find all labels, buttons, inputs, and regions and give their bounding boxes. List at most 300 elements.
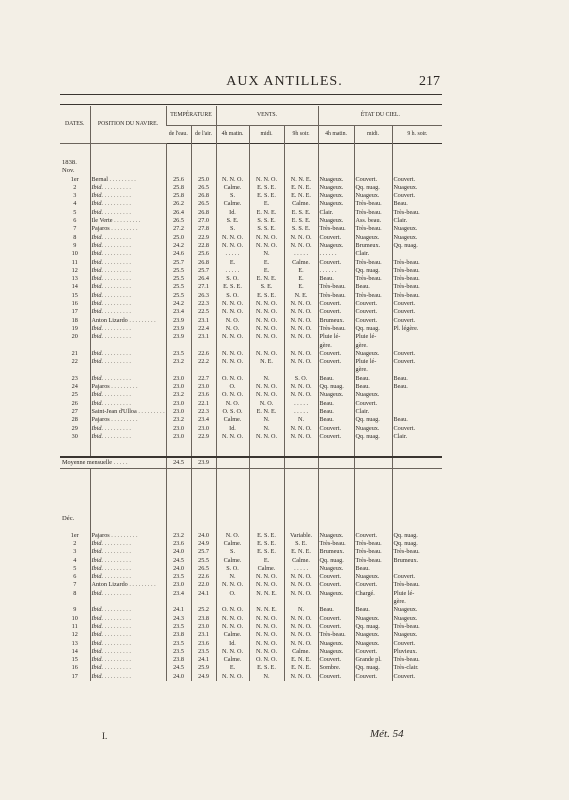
date-cell: 26 xyxy=(71,399,78,407)
wind-noon-cell: N. N. O. xyxy=(249,573,284,581)
sky-noon-cell: Clair. xyxy=(354,408,392,416)
temp-air-cell xyxy=(191,342,216,350)
sky-evening-cell: Très-beau. xyxy=(392,656,442,664)
wind-morning-cell: Id. xyxy=(216,209,249,217)
position-cell: Saint-Jean d'Ulloa . . . . . . . . . xyxy=(91,407,165,415)
position-name: Ibid. xyxy=(91,573,104,581)
temp-water-cell: 23.2 xyxy=(166,416,191,424)
running-title: AUX ANTILLES. xyxy=(226,74,343,89)
sky-morning-cell: Brumeux. xyxy=(318,317,354,325)
position-cell: Ibid. . . . . . . . . . xyxy=(90,400,166,408)
date-cell: 17 xyxy=(71,672,78,680)
wind-evening-cell: Calme. xyxy=(284,200,318,208)
temp-water-cell: 24.0 xyxy=(166,565,191,573)
sky-morning-cell: gère. xyxy=(318,342,354,350)
temp-air-cell: 22.3 xyxy=(191,408,216,416)
temp-water-cell: 25.8 xyxy=(166,184,191,192)
sky-morning-cell: Beau. xyxy=(318,416,354,424)
wind-evening-cell: N. N. O. xyxy=(284,391,318,399)
position-name: Ibid. xyxy=(91,291,104,299)
table-row xyxy=(60,192,442,200)
table-row xyxy=(60,333,442,341)
wind-evening-cell: N. N. O. xyxy=(284,234,318,242)
wind-evening-cell: E. N. E. xyxy=(284,548,318,556)
date-cell: 11 xyxy=(71,258,78,266)
wind-noon-cell: N. N. O. xyxy=(249,234,284,242)
wind-morning-cell: O. xyxy=(216,590,249,598)
wind-evening-cell: N. xyxy=(284,606,318,614)
position-name: Ibid. xyxy=(91,432,104,440)
position-name: Ibid. xyxy=(91,548,104,556)
sky-evening-cell: Qq. nuag. xyxy=(392,242,442,250)
date-cell xyxy=(60,366,90,374)
temp-air-cell: 23.0 xyxy=(191,623,216,631)
date-cell: 22 xyxy=(71,358,78,366)
wind-evening-cell xyxy=(284,342,318,350)
sky-evening-cell: Très-beau. xyxy=(392,581,442,589)
position-cell: Ibid. . . . . . . . . . xyxy=(90,308,166,316)
temp-air-cell: 25.7 xyxy=(191,548,216,556)
position-name: Ibid. xyxy=(91,539,104,547)
sky-evening-cell: Pluvieux. xyxy=(392,648,442,656)
wind-noon-cell: N. N. E. xyxy=(249,590,284,598)
position-cell: Ibid. . . . . . . . . . xyxy=(90,300,166,308)
temp-air-cell: 27.1 xyxy=(191,283,216,291)
position-cell: Ibid. . . . . . . . . . xyxy=(90,209,166,217)
table-row xyxy=(60,383,442,391)
wind-noon-cell: N. xyxy=(249,673,284,681)
wind-noon-cell xyxy=(249,598,284,606)
position-name: Ile Verte xyxy=(91,217,113,225)
wind-morning-cell: . . . . . xyxy=(216,267,249,275)
position-cell: Pajaros . . . . . . . . . xyxy=(90,383,166,391)
date-cell xyxy=(60,598,90,606)
sky-morning-cell: Nuageux. xyxy=(318,242,354,250)
position-cell: Ibid. . . . . . . . . . xyxy=(90,557,166,565)
sky-evening-cell: Très-beau. xyxy=(392,259,442,267)
position-cell xyxy=(90,366,166,374)
sky-noon-cell: Beau. xyxy=(354,283,392,291)
wind-evening-cell: N. N. E. xyxy=(284,176,318,184)
temp-water-cell: 25.0 xyxy=(166,234,191,242)
sky-morning-cell: Beau. xyxy=(318,408,354,416)
date-cell: 4 xyxy=(73,200,77,208)
temp-air-cell: 23.0 xyxy=(191,425,216,433)
position-cell: Ibid. . . . . . . . . . xyxy=(90,275,166,283)
wind-morning-cell: Calme. xyxy=(216,540,249,548)
position-cell: Ibid. . . . . . . . . . xyxy=(90,673,166,681)
position-cell: Ile Verte . . . . . . . . . xyxy=(90,217,166,225)
sky-morning-cell: Nuageux. xyxy=(318,565,354,573)
wind-noon-cell: N. N. E. xyxy=(249,606,284,614)
temp-air-cell: 22.9 xyxy=(191,433,216,441)
wind-evening-cell: N. N. O. xyxy=(284,333,318,341)
temp-air-cell: 26.5 xyxy=(191,200,216,208)
temp-air-cell: 23.5 xyxy=(191,648,216,656)
wind-noon-cell: O. N. O. xyxy=(249,656,284,664)
table-row xyxy=(60,176,442,184)
temp-water-cell: 24.5 xyxy=(166,664,191,672)
wind-morning-cell: N. N. O. xyxy=(216,615,249,623)
sky-morning-cell: Beau. xyxy=(318,375,354,383)
date-cell: 12 xyxy=(71,631,78,639)
temp-water-cell: 23.0 xyxy=(166,400,191,408)
position-cell: Ibid. . . . . . . . . . xyxy=(90,200,166,208)
position-name: Ibid. xyxy=(91,647,104,655)
sky-morning-cell: . . . . . . xyxy=(318,250,354,258)
sky-noon-cell: Pluie lé- xyxy=(354,358,392,366)
wind-evening-cell: N. N. O. xyxy=(284,300,318,308)
sky-noon-cell: Très-beau. xyxy=(354,548,392,556)
table-header xyxy=(60,106,442,144)
temp-air-cell: 25.9 xyxy=(191,664,216,672)
sky-evening-cell: Pluie lé- xyxy=(392,590,442,598)
wind-morning-cell: E. S. E. xyxy=(216,283,249,291)
table-row xyxy=(60,200,442,208)
date-cell: 14 xyxy=(71,647,78,655)
table-row xyxy=(60,548,442,556)
date-cell: 1er xyxy=(70,531,79,539)
date-cell: 11 xyxy=(71,622,78,630)
sky-noon-cell: Très-beau. xyxy=(354,275,392,283)
header-vent-matin: 4h matin. xyxy=(216,126,249,144)
sky-noon-cell: Beau. xyxy=(354,565,392,573)
temp-water-cell: 25.5 xyxy=(166,292,191,300)
sky-evening-cell: Très-beau. xyxy=(392,267,442,275)
position-cell: Ibid. . . . . . . . . . xyxy=(90,631,166,639)
wind-evening-cell: E. S. E. xyxy=(284,209,318,217)
temp-air-cell: 26.5 xyxy=(191,565,216,573)
table-row xyxy=(60,342,442,350)
position-cell: Ibid. . . . . . . . . . xyxy=(90,623,166,631)
wind-noon-cell: N. N. O. xyxy=(249,383,284,391)
wind-evening-cell: S. S. E. xyxy=(284,225,318,233)
wind-morning-cell: Calme. xyxy=(216,656,249,664)
wind-evening-cell: N. N. O. xyxy=(284,573,318,581)
table-row xyxy=(60,300,442,308)
temp-water-cell: 26.2 xyxy=(166,200,191,208)
header-ciel-matin: 4h matin. xyxy=(318,126,354,144)
temp-air-cell: 22.0 xyxy=(191,581,216,589)
table-row xyxy=(60,242,442,250)
date-cell: 8 xyxy=(73,589,77,597)
wind-noon-cell: N. E. xyxy=(249,358,284,366)
position-name: Ibid. xyxy=(91,266,104,274)
header-dates: DATES. xyxy=(60,106,90,144)
wind-noon-cell: N. N. O. xyxy=(249,640,284,648)
position-name: Ibid. xyxy=(91,283,104,291)
sky-noon-cell: Pluie lé- xyxy=(354,333,392,341)
position-name: Ibid. xyxy=(91,664,104,672)
temp-air-cell: 24.1 xyxy=(191,656,216,664)
temp-water-cell: 25.7 xyxy=(166,259,191,267)
sky-noon-cell: Couvert. xyxy=(354,308,392,316)
sky-morning-cell: . . . . . . xyxy=(318,267,354,275)
position-name: Ibid. xyxy=(91,358,104,366)
date-cell: 4 xyxy=(73,556,77,564)
wind-noon-cell: E. S. E. xyxy=(249,192,284,200)
temp-water-cell: 23.4 xyxy=(166,590,191,598)
wind-morning-cell: N. N. O. xyxy=(216,433,249,441)
sky-evening-cell: Nuageux. xyxy=(392,234,442,242)
sky-evening-cell xyxy=(392,400,442,408)
wind-evening-cell xyxy=(284,366,318,374)
page-number: 217 xyxy=(419,74,440,89)
date-cell: 10 xyxy=(71,614,78,622)
date-cell: 5 xyxy=(73,208,77,216)
sky-evening-cell xyxy=(392,342,442,350)
date-cell: 9 xyxy=(73,606,77,614)
sky-evening-cell: Très-beau. xyxy=(392,209,442,217)
position-name: Ibid. xyxy=(91,374,104,382)
sky-morning-cell: Pluie lé- xyxy=(318,333,354,341)
wind-morning-cell: O. xyxy=(216,383,249,391)
temp-air-cell: 23.6 xyxy=(191,640,216,648)
wind-evening-cell: N. N. O. xyxy=(284,317,318,325)
wind-evening-cell: N. N. O. xyxy=(284,325,318,333)
wind-evening-cell: N. N. O. xyxy=(284,242,318,250)
wind-morning-cell: S. O. xyxy=(216,292,249,300)
sky-noon-cell: Très-beau. xyxy=(354,225,392,233)
date-cell: 20 xyxy=(71,333,78,341)
wind-morning-cell: N. O. xyxy=(216,400,249,408)
sky-evening-cell: Couvert. xyxy=(392,350,442,358)
table-row xyxy=(60,391,442,399)
sky-noon-cell: Beau. xyxy=(354,606,392,614)
temp-water-cell: 23.5 xyxy=(166,648,191,656)
position-cell: Ibid. . . . . . . . . . xyxy=(90,548,166,556)
table-row xyxy=(60,375,442,383)
temp-air-cell: 24.9 xyxy=(191,673,216,681)
wind-morning-cell: N. N. O. xyxy=(216,358,249,366)
position-name: Ibid. xyxy=(91,424,104,432)
table-row xyxy=(60,234,442,242)
sky-evening-cell: Nuageux. xyxy=(392,225,442,233)
wind-evening-cell: S. O. xyxy=(284,375,318,383)
sky-noon-cell: Nuageux. xyxy=(354,350,392,358)
wind-morning-cell: S. O. xyxy=(216,565,249,573)
header-temp-air: de l'air. xyxy=(191,126,216,144)
position-cell: Ibid. . . . . . . . . . xyxy=(90,648,166,656)
sky-evening-cell: Couvert. xyxy=(392,308,442,316)
wind-morning-cell: N. O. xyxy=(216,325,249,333)
date-cell: 8 xyxy=(73,233,77,241)
date-cell: 6 xyxy=(73,217,77,225)
wind-noon-cell: N. N. O. xyxy=(249,615,284,623)
wind-noon-cell: S. S. E. xyxy=(249,225,284,233)
temp-air-cell: 25.7 xyxy=(191,267,216,275)
sky-morning-cell: Qq. nuag. xyxy=(318,383,354,391)
sky-morning-cell: Couvert. xyxy=(318,573,354,581)
position-name: Saint-Jean d'Ulloa xyxy=(91,407,137,415)
sky-evening-cell: Très-beau. xyxy=(392,283,442,291)
table-row xyxy=(60,217,442,225)
position-name: Ibid. xyxy=(91,208,104,216)
sky-morning-cell: Nuageux. xyxy=(318,640,354,648)
position-name: Pajaros xyxy=(91,416,110,424)
temp-water-cell: 23.5 xyxy=(166,573,191,581)
position-name: Ibid. xyxy=(91,606,104,614)
temp-air-cell: 23.1 xyxy=(191,317,216,325)
date-cell: 29 xyxy=(71,424,78,432)
table-row xyxy=(60,400,442,408)
sky-noon-cell: Qq. nuag. xyxy=(354,664,392,672)
position-name: Ibid. xyxy=(91,183,104,191)
sky-noon-cell: Qq. nuag. xyxy=(354,184,392,192)
wind-evening-cell: Calme. xyxy=(284,259,318,267)
position-name: Ibid. xyxy=(91,275,104,283)
sky-morning-cell: Couvert. xyxy=(318,350,354,358)
temp-water-cell: 24.3 xyxy=(166,615,191,623)
sky-morning-cell: Beau. xyxy=(318,275,354,283)
sky-morning-cell: Couvert. xyxy=(318,615,354,623)
year-label: 1838. xyxy=(62,159,77,166)
temp-water-cell: 23.5 xyxy=(166,350,191,358)
table-row xyxy=(60,598,442,606)
temp-air-cell: 22.9 xyxy=(191,234,216,242)
wind-evening-cell: N. N. O. xyxy=(284,615,318,623)
header-etat-ciel: ÉTAT DU CIEL. xyxy=(318,106,442,126)
wind-evening-cell: N. N. O. xyxy=(284,590,318,598)
table-row xyxy=(60,408,442,416)
temp-water-cell: 23.0 xyxy=(166,375,191,383)
wind-evening-cell: E. xyxy=(284,283,318,291)
wind-evening-cell: E. N. E. xyxy=(284,184,318,192)
sky-evening-cell: Beau. xyxy=(392,375,442,383)
sky-morning-cell: Très-beau. xyxy=(318,631,354,639)
position-cell: Ibid. . . . . . . . . . xyxy=(90,615,166,623)
sky-morning-cell: Couvert. xyxy=(318,673,354,681)
header-ciel-midi: midi. xyxy=(354,126,392,144)
wind-noon-cell: N. xyxy=(249,425,284,433)
sky-morning-cell: Beau. xyxy=(318,606,354,614)
position-name: Ibid. xyxy=(91,308,104,316)
sky-evening-cell: Couvert. xyxy=(392,176,442,184)
wind-noon-cell: E. xyxy=(249,259,284,267)
sky-evening-cell: Brumeux. xyxy=(392,557,442,565)
date-cell: 15 xyxy=(71,656,78,664)
sky-morning-cell: Couvert. xyxy=(318,259,354,267)
sky-noon-cell: Couvert. xyxy=(354,317,392,325)
sky-morning-cell: Nuageux. xyxy=(318,590,354,598)
temp-water-cell: 24.2 xyxy=(166,242,191,250)
meteorological-table xyxy=(60,106,442,681)
sky-morning-cell xyxy=(318,366,354,374)
sky-morning-cell: Brumeux. xyxy=(318,548,354,556)
position-cell: Ibid. . . . . . . . . . xyxy=(90,540,166,548)
sky-evening-cell xyxy=(392,366,442,374)
sky-noon-cell: Nuageux. xyxy=(354,640,392,648)
footer-signature-right: Mét. 54 xyxy=(370,728,404,740)
position-name: Ibid. xyxy=(91,349,104,357)
temp-air-cell xyxy=(191,598,216,606)
temp-water-cell: 24.0 xyxy=(166,673,191,681)
wind-morning-cell: S. E. xyxy=(216,217,249,225)
date-cell: 25 xyxy=(71,391,78,399)
wind-morning-cell: Calme. xyxy=(216,557,249,565)
temp-water-cell xyxy=(166,342,191,350)
sky-noon-cell: Couvert. xyxy=(354,581,392,589)
date-cell: 10 xyxy=(71,250,78,258)
table-row xyxy=(60,606,442,614)
position-cell: Ibid. . . . . . . . . . xyxy=(90,573,166,581)
wind-morning-cell: Id. xyxy=(216,640,249,648)
sky-evening-cell xyxy=(392,391,442,399)
table-row xyxy=(60,292,442,300)
temp-air-cell: 25.0 xyxy=(191,176,216,184)
position-name: Ibid. xyxy=(91,639,104,647)
position-cell: Ibid. . . . . . . . . . xyxy=(90,391,166,399)
sky-noon-cell: Nuageux. xyxy=(354,391,392,399)
wind-noon-cell: N. N. O. xyxy=(249,350,284,358)
wind-noon-cell: N. N. O. xyxy=(249,623,284,631)
sky-evening-cell: Beau. xyxy=(392,383,442,391)
sky-evening-cell: Clair. xyxy=(392,217,442,225)
table-row xyxy=(60,532,442,540)
sky-morning-cell: Très-beau. xyxy=(318,540,354,548)
table-row xyxy=(60,656,442,664)
sky-noon-cell: Brumeux. xyxy=(354,242,392,250)
position-name: Ibid. xyxy=(91,399,104,407)
sky-noon-cell: Couvert. xyxy=(354,532,392,540)
sky-morning-cell: Couvert. xyxy=(318,300,354,308)
temp-water-cell: 26.4 xyxy=(166,209,191,217)
temp-water-cell: 23.8 xyxy=(166,631,191,639)
date-cell: 30 xyxy=(71,432,78,440)
position-cell: Ibid. . . . . . . . . . xyxy=(90,325,166,333)
temp-air-cell: 26.8 xyxy=(191,209,216,217)
top-rule xyxy=(60,94,442,95)
wind-morning-cell: N. N. O. xyxy=(216,623,249,631)
sky-morning-cell: Couvert. xyxy=(318,308,354,316)
wind-noon-cell: N. N. O. xyxy=(249,242,284,250)
temp-water-cell: 25.6 xyxy=(166,176,191,184)
sky-evening-cell: Pl. légère. xyxy=(392,325,442,333)
position-cell: Ibid. . . . . . . . . . xyxy=(90,250,166,258)
mean-air-cell: 23.9 xyxy=(191,457,216,469)
position-name: Ibid. xyxy=(91,241,104,249)
header-ciel-soir: 9 h. soir. xyxy=(392,126,442,144)
wind-noon-cell: E. N. E. xyxy=(249,408,284,416)
table-row xyxy=(60,648,442,656)
date-cell: 23 xyxy=(71,374,78,382)
position-cell: Ibid. . . . . . . . . . xyxy=(90,375,166,383)
sky-morning-cell: Couvert. xyxy=(318,656,354,664)
wind-noon-cell: E. S. E. xyxy=(249,664,284,672)
date-cell xyxy=(60,342,90,350)
temp-water-cell: 23.5 xyxy=(166,623,191,631)
sky-evening-cell: Couvert. xyxy=(392,317,442,325)
temp-water-cell xyxy=(166,366,191,374)
position-name: Anton Lizardo xyxy=(91,316,128,324)
date-cell: 3 xyxy=(73,192,77,200)
wind-noon-cell: N. N. O. xyxy=(249,176,284,184)
table-row xyxy=(60,640,442,648)
position-cell: Anton Lizardo . . . . . . . . . xyxy=(90,581,166,589)
temp-air-cell: 22.7 xyxy=(191,375,216,383)
position-name: Anton Lizardo xyxy=(91,581,128,589)
table-row xyxy=(60,366,442,374)
temp-water-cell: 25.5 xyxy=(166,283,191,291)
position-cell: Ibid. . . . . . . . . . xyxy=(90,259,166,267)
wind-noon-cell: N. xyxy=(249,250,284,258)
wind-noon-cell: E. S. E. xyxy=(249,532,284,540)
date-cell: 9 xyxy=(73,241,77,249)
sky-morning-cell: Nuageux. xyxy=(318,200,354,208)
wind-evening-cell: E. N. E. xyxy=(284,664,318,672)
table-row xyxy=(60,358,442,366)
position-cell: Ibid. . . . . . . . . . xyxy=(90,192,166,200)
